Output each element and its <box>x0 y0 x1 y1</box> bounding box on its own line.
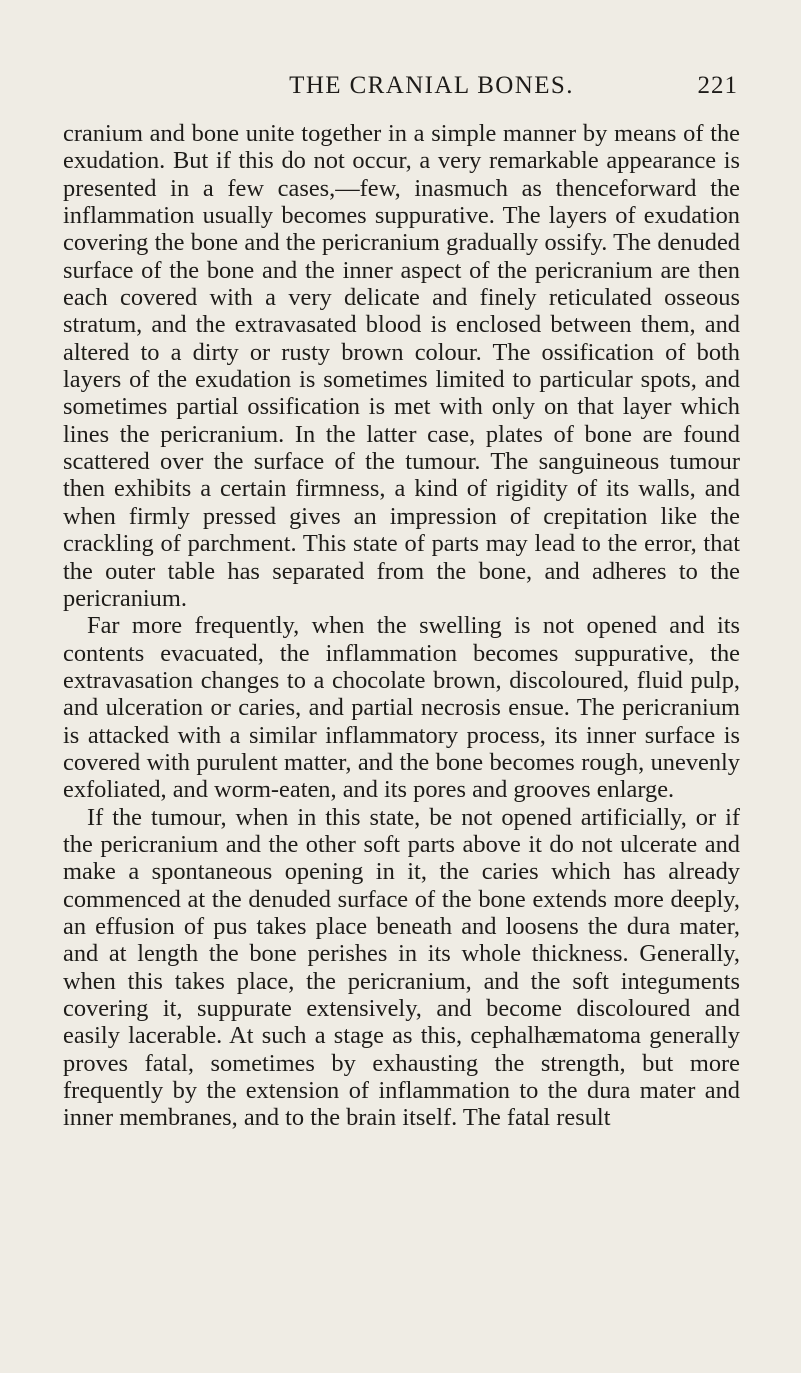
paragraph: Far more frequently, when the swelling is not opened and its contents evacuated, the inflammation becomes suppurative, the extravasation changes to a chocolate brown, discoloured, fluid pulp, and ulceration or caries, and partial necrosis ensue. The pericranium is attacked with a similar inflammatory process, its inner surface is covered with purulent matter, and the bone becomes rough, unevenly exfoliated, and worm-eaten, and its pores and grooves enlarge. <box>63 612 740 804</box>
body-text <box>63 120 740 1132</box>
page-number: 221 <box>697 72 738 99</box>
running-head <box>63 72 740 102</box>
paragraph-continued: cranium and bone unite together in a simple manner by means of the exudation. But if this do not occur, a very remarkable appearance is presented in a few cases,—few, inasmuch as thenceforward the inflammation usually becomes suppurative. The layers of exudation covering the bone and the pericranium gradually ossify. The denuded surface of the bone and the inner aspect of the pericranium are then each covered with a very delicate and finely reticulated osseous stratum, and the extravasated blood is enclosed between them, and altered to a dirty or rusty brown colour. The ossification of both layers of the exudation is sometimes limited to particular spots, and sometimes partial ossification is met with only on that layer which lines the pericranium. In the latter case, plates of bone are found scattered over the surface of the tumour. The sanguineous tumour then exhibits a certain firmness, a kind of rigidity of its walls, and when firmly pressed gives an impression of crepitation like the crackling of parchment. This state of parts may lead to the error, that the outer table has separated from the bone, and adheres to the pericranium. <box>63 120 740 612</box>
running-title: THE CRANIAL BONES. <box>289 72 574 99</box>
paragraph: If the tumour, when in this state, be not opened artificially, or if the pericranium and the other soft parts above it do not ulcerate and make a spontaneous opening in it, the caries which has already commenced at the denuded surface of the bone extends more deeply, an effusion of pus takes place beneath and loosens the dura mater, and at length the bone perishes in its whole thickness. Generally, when this takes place, the pericranium, and the soft integuments covering it, suppurate extensively, and become discoloured and easily lacerable. At such a stage as this, cephalhæmatoma generally proves fatal, sometimes by exhausting the strength, but more frequently by the extension of inflammation to the dura mater and inner membranes, and to the brain itself. The fatal result <box>63 803 740 1132</box>
